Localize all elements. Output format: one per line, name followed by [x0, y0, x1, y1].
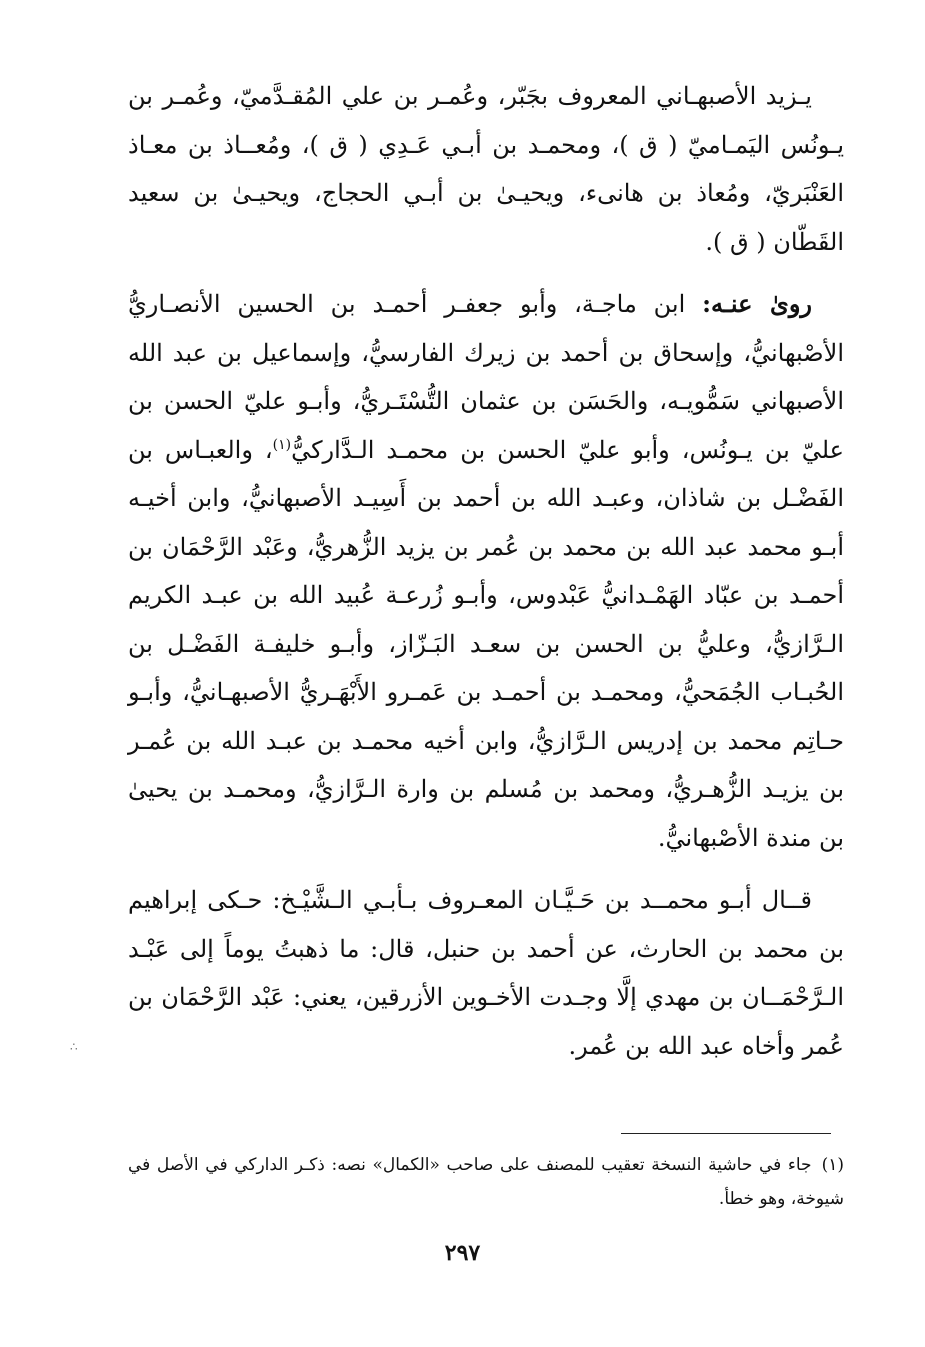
footnote-reference[interactable]: (١)	[272, 436, 292, 453]
page-number: ٢٩٧	[444, 1240, 481, 1266]
paragraph-teachers-text: يـزيد الأصبهـاني المعروف بجَبّر، وعُمـر بن علي المُقـدَّميّ، وعُمـر بن يـونُس اليَمـاميّ ( ق )، ومحمـد بن أبـي عَـدِي ( ق )، ومُعــاذ بن معـاذ العَنْبَريّ، ومُعاذ بن هانىء، ويحيـىٰ بن أبـي الحجاج، ويحيـىٰ بن سعيد القَطّان ( ق ).	[128, 82, 844, 256]
footnotes	[128, 1148, 844, 1216]
footnote-number: (١)	[821, 1155, 844, 1175]
main-text-block	[128, 72, 844, 1084]
paragraph-anecdote-text: قــال أبـو محمــد بن حَـيَّـان المعـروف بـأبـي الـشَّيْـخ: حـكى إبراهيم بن محمد بن الحارث، عن أحمد بن حنبل، قال: ما ذهبتُ يوماً إلى عَبْـد الـرَّحْمَــان بن مهدي إلَّا وجـدت الأخـوين الأزرقين، يعني: عَبْد الرَّحْمَان بن عُمر وأخاه عبد الله بن عُمر.	[128, 886, 844, 1060]
paragraph-students-text-2: ، والعبـاس بن الفَضْـل بن شاذان، وعبـد الله بن أحمد بن أَسِيـد الأصبهانيُّ، وابن أخيـه أبـو محمد عبد الله بن محمد بن عُمر بن يزيد الزُّهريُّ، وعَبْد الرَّحْمَان بن أحمـد بن عبّاد الهَمْـدانيُّ عَبْدوس، وأبـو زُرعـة عُبيد الله بن عبـد الكريم الـرَّازيُّ، وعليُّ بن الحسن بن سعـد البَـزّاز، وأبـو خليفـة الفَضْـل بن الحُبـاب الجُمَحيُّ، ومحمـد بن أحمـد بن عَمـرو الأَبْهَـريُّ الأصبهـانيُّ، وأبـو حـاتِم محمد بن إدريس الـرَّازيُّ، وابن أخيه محمـد بن عبـد الله بن عُمـر بن يزيـد الزُّهـريُّ، ومحمد بن مُسلم بن وارة الـرَّازيُّ، ومحمـد بن يحيىٰ بن مندة الأصْبهانيُّ.	[128, 435, 845, 852]
paragraph-students-text-1: ابن ماجـة، وأبو جعفـر أحمـد بن الحسين الأنصـاريُّ الأصْبهانيُّ، وإسحاق بن أحمد بن زيرك الفارسيُّ، وإسماعيل بن عبد الله الأصبهاني سَمُّويـه، والحَسَن بن عثمان التُّسْتَـريُّ، وأبـو عليّ الحسن بن عليّ بن يـونُس، وأبو عليّ الحسن بن محمـد الـدَّاركيُّ	[128, 290, 845, 464]
paragraph-teachers	[128, 72, 844, 266]
margin-mark: ∴	[70, 1040, 78, 1054]
footnote-text: جاء في حاشية النسخة تعقيب للمصنف على صاحب «الكمال» نصه: ذكـر الداركي في الأصل في شيوخة، وهو خطأ.	[128, 1155, 844, 1209]
paragraph-students	[128, 280, 844, 862]
paragraph-anecdote	[128, 876, 844, 1070]
narrated-from-him-heading: روىٰ عنـه:	[702, 289, 812, 318]
footnote-divider	[621, 1133, 831, 1134]
